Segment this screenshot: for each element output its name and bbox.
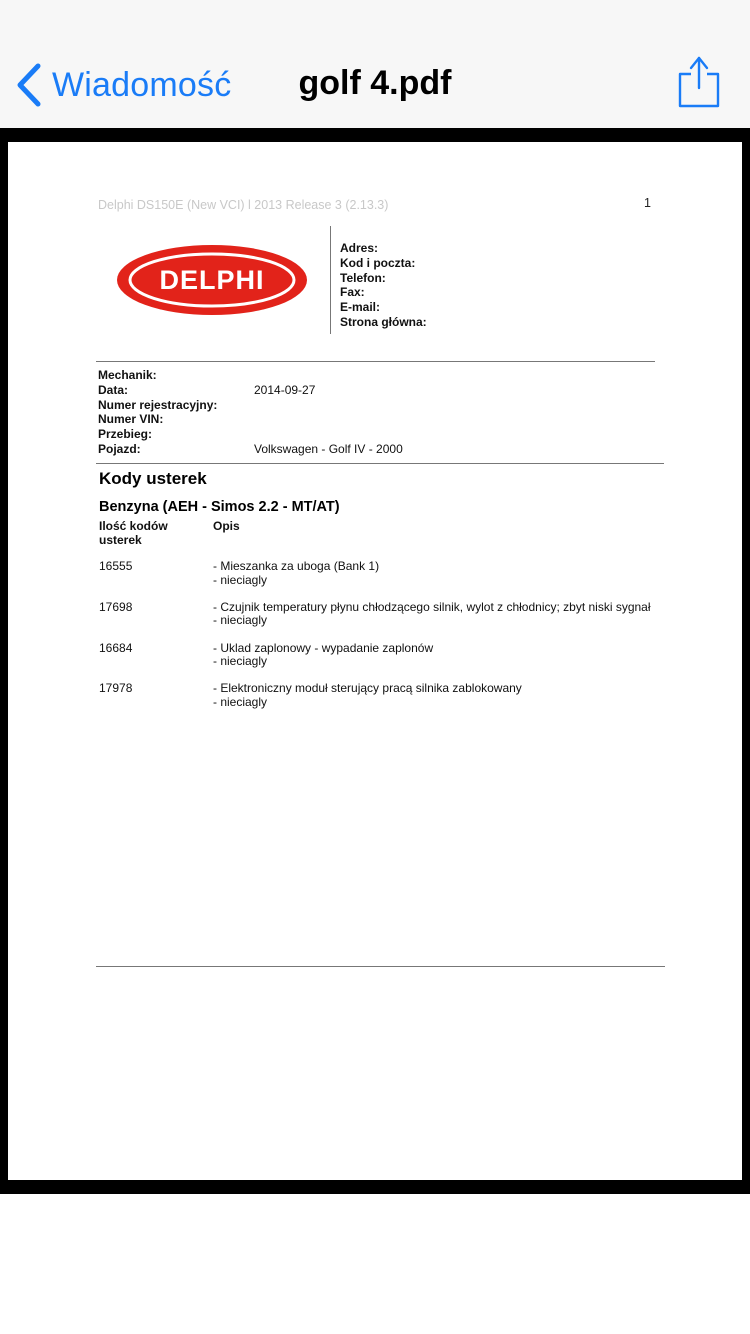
info-value: Volkswagen - Golf IV - 2000 [254, 441, 403, 456]
contact-field-label: Strona główna: [340, 314, 427, 329]
info-value: 2014-09-27 [254, 382, 316, 397]
info-label: Mechanik: [98, 368, 157, 382]
fault-description [213, 682, 659, 709]
fault-description [213, 560, 659, 587]
info-label: Data: [98, 382, 129, 397]
fault-description-line: - Czujnik temperatury płynu chłodzącego silnik, wylot z chłodnicy; zbyt niski sygnał [213, 599, 651, 614]
divider [96, 463, 664, 464]
fault-status: - nieciagly [213, 613, 268, 628]
section-title: Kody usterek [99, 469, 207, 488]
table-row [99, 560, 659, 587]
fault-codes-table [99, 520, 659, 723]
fault-code: 17698 [99, 599, 133, 614]
page-title: golf 4.pdf [298, 64, 452, 102]
ecu-title: Benzyna (AEH - Simos 2.2 - MT/AT) [99, 499, 340, 515]
fault-description-line: - Uklad zaplonowy - wypadanie zaplonów [213, 640, 434, 655]
contact-field-label: Adres: [340, 241, 379, 255]
info-label: Numer rejestracyjny: [98, 397, 218, 412]
fault-status: - nieciagly [213, 654, 268, 669]
table-row [99, 682, 659, 709]
fault-description [213, 642, 659, 669]
vertical-divider [330, 226, 331, 334]
fault-description-line: - Mieszanka za uboga (Bank 1) [213, 559, 380, 574]
footer-divider [96, 966, 665, 967]
pdf-viewer[interactable] [0, 128, 750, 1194]
fault-code: 16555 [99, 559, 133, 574]
fault-status: - nieciagly [213, 694, 268, 709]
contact-field-label: Fax: [340, 285, 365, 300]
contact-block [340, 241, 427, 330]
info-label: Numer VIN: [98, 412, 164, 427]
share-icon[interactable] [676, 52, 722, 110]
page-number: 1 [644, 196, 651, 210]
fault-code: 16684 [99, 640, 133, 655]
table-row [99, 601, 659, 628]
info-label: Pojazd: [98, 441, 141, 456]
delphi-logo [116, 244, 308, 316]
info-label: Przebieg: [98, 427, 153, 442]
column-header-code: Ilość kodów usterek [99, 519, 168, 547]
document-header: Delphi DS150E (New VCI) l 2013 Release 3 (2.13.3) [98, 198, 389, 212]
column-header-desc: Opis [213, 519, 240, 533]
pdf-page [8, 142, 742, 1180]
contact-field-label: E-mail: [340, 300, 381, 315]
logo-text: DELPHI [159, 265, 265, 295]
navigation-bar [0, 0, 750, 128]
contact-field-label: Telefon: [340, 270, 386, 285]
fault-description [213, 601, 659, 628]
fault-code: 17978 [99, 681, 133, 696]
divider [96, 361, 655, 362]
table-row [99, 642, 659, 669]
fault-status: - nieciagly [213, 572, 268, 587]
fault-description-line: - Elektroniczny moduł sterujący pracą silnika zablokowany [213, 681, 522, 696]
table-header [99, 520, 659, 547]
contact-field-label: Kod i poczta: [340, 255, 416, 270]
back-button-label: Wiadomość [52, 65, 232, 104]
